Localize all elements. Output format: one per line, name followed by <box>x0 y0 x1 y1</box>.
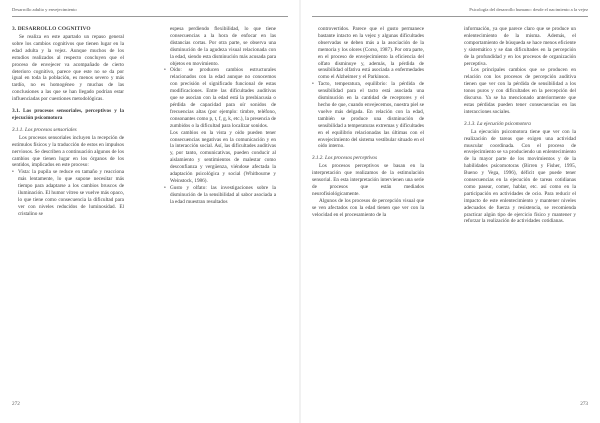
left-head-rule <box>12 16 288 17</box>
subsubsection-heading: 3.1.3. La ejecución psicomotora <box>464 120 531 127</box>
paragraph: La ejecución psicomotora tiene que ver con la realización de tareas que exigen una actividad muscular coordinada. Con el proceso de envejecimiento se va produciendo un enlentecimiento de la mayor parte de los movimientos y de la habilidades psicomotoras (Birren y Fisher, 1995, Bueno y Vega, 1996), déficit que puede tener consecuencias en la ejecución de tareas cotidianas como pasear, comer, hablar, etc. así como en la participación en actividades de ocio. Para reducir el impacto de este enlentecimiento y mantener niveles adecuados de fuerza y resistencia, se recomienda practicar algún tipo de ejercicio físico y mantener y reforzar la realización de actividades cotidianas. <box>464 128 576 225</box>
paragraph: Los procesos perceptivos se basan en la interpretación que realizamos de la estimulación sensorial. En esta interpretación intervienen una serie de procesos que están mediados neurofisiológicamente. <box>312 163 424 197</box>
bullet-text-continued: Los cambios en la vista y oído pueden tener consecuencias negativas en la comunicación y en la interacción social. Así, las dificultades auditivas y, por tanto, comunicativas, pueden conducir al aislamiento y sentimientos de malestar como desconfianza y vergüenza, viéndose afectada la adaptación psicológica y social (Whitbourne y Weinstock, 1986). <box>170 129 276 184</box>
right-head-rule <box>312 16 588 17</box>
right-column-1 <box>312 26 424 218</box>
section-intro: Se realiza en este apartado un repaso general sobre los cambios cognitivos que tienen lugar en la edad adulta y la vejez. Aunque muchos de los estudios realizados al respecto concluyen que el proceso de envejecer va acompañado de cierto deterioro cognitivo, parece que este no se da por igual en toda la población, es menos severo y más tardío, no es homogéneo y muchas de las conclusiones a las que se han llegado podrían estar influenciadas por cuestiones metodológicas. <box>12 34 124 103</box>
bullet-item: • Vista: la pupila se reduce en tamaño y reacciona más lentamente, lo que supone necesitar más tiempo para adaptarse a los cambios bruscos de iluminación. El humor vítreo se vuelve más opaco, lo que tiene como consecuencia la dificultad para ver con niveles reducidos de luminosidad. El cristalino se <box>12 169 124 217</box>
right-column-2 <box>464 26 576 225</box>
paragraph: Algunos de los procesos de percepción visual que se ven afectados con la edad tienen que ver con la velocidad en el procesamiento de la <box>312 197 424 218</box>
bullet-item: • Tacto, temperatura, equilibrio: la pérdida de sensibilidad para el tacto está asociada una disminución en la cantidad de receptores y el hecho de que, cuando envejecemos, nuestra piel se vuelve más delgada. En relación con la edad, también se produce una disminución de sensibilidad a temperaturas extremas y dificultades en el equilibrio relacionadas las últimas con el envejecimiento del sistema vestibular situado en el oído interno. <box>312 81 424 150</box>
bullet-item <box>164 67 276 184</box>
left-column-2 <box>164 26 276 206</box>
subsection-heading: 3.1. Los procesos sensoriales, perceptivos y la ejecución psicomotora <box>12 108 124 121</box>
continued-text: información, ya que parece claro que se produce un enlentecimiento de la misma. Además, el comportamiento de búsqueda se hace menos eficiente y sistemático y se dan dificultades en la percepción de la profundidad y en los procesos de organización perceptiva. <box>464 26 576 67</box>
bullet-item: • Gusto y olfato: las investigaciones sobre la disminución de la sensibilidad al sabor asociada a la edad muestran resultados <box>164 185 276 206</box>
left-column-1 <box>12 26 124 218</box>
right-page <box>300 0 600 423</box>
left-page-number: 272 <box>12 401 20 407</box>
bullet-text: Oído: se producen cambios estructurales relacionados con la edad aunque no conocemos con precisión el significado funcional de estas modificaciones. Entre las dificultades auditivas que se asocian con la edad está la presbiacusia o pérdida de capacidad para oír sonidos de frecuencias altas (por ejemplo: timbre, teléfono, consonantes como p, t, f, g, k, etc.), la presencia de zumbidos o la dificultad para localizar sonidos. <box>170 67 276 129</box>
continued-text: controvertidos. Parece que el gusto permanece bastante intacto en la vejez y algunas dificultades observadas se deben más a la asociación de la memoria y los olores (Corso, 1987). Por otra parte, en el proceso de envejecimiento la eficiencia del olfato disminuye y, además, la pérdida de sensibilidad olfativa está asociada a enfermedades como el Alzheimer y el Parkinson. <box>318 26 424 81</box>
subsubsection-heading: 3.1.1. Los procesos sensoriales <box>12 126 77 133</box>
bullet-list <box>164 67 276 205</box>
section-heading: 3. DESARROLLO COGNITIVO <box>12 26 91 32</box>
bullet-list <box>312 81 424 150</box>
continued-text: espesa perdiendo flexibilidad, lo que tiene consecuencias a la hora de enfocar en las distancias cortas. Por otra parte, se observa una disminución de la agudeza visual relacionada con la edad, siendo esta disminución más acusada para objetos en movimiento. <box>170 26 276 67</box>
right-page-number: 273 <box>580 401 588 407</box>
paragraph: Los procesos sensoriales incluyen la recepción de estímulos físicos y la traducción de estos en impulsos nerviosos. Se describen a continuación algunos de los cambios que tienen lugar en los órganos de los sentidos, implicados en este proceso: <box>12 134 124 169</box>
right-running-head: Psicología del desarrollo humano: desde el nacimiento a la vejez <box>469 7 588 12</box>
left-running-head: Desarrollo adulto y envejecimiento <box>12 7 77 12</box>
bullet-list <box>12 169 124 217</box>
paragraph: Los principales cambios que se producen en relación con los procesos de percepción auditiva tienen que ver con la pérdida de sensibilidad a los tonos puros y con dificultades en la percepción del discurso. Ya se ha mencionado anteriormente que estas pérdidas pueden tener consecuencias en las interacciones sociales. <box>464 67 576 115</box>
subsubsection-heading: 3.1.2. Los procesos perceptivos <box>312 155 378 162</box>
